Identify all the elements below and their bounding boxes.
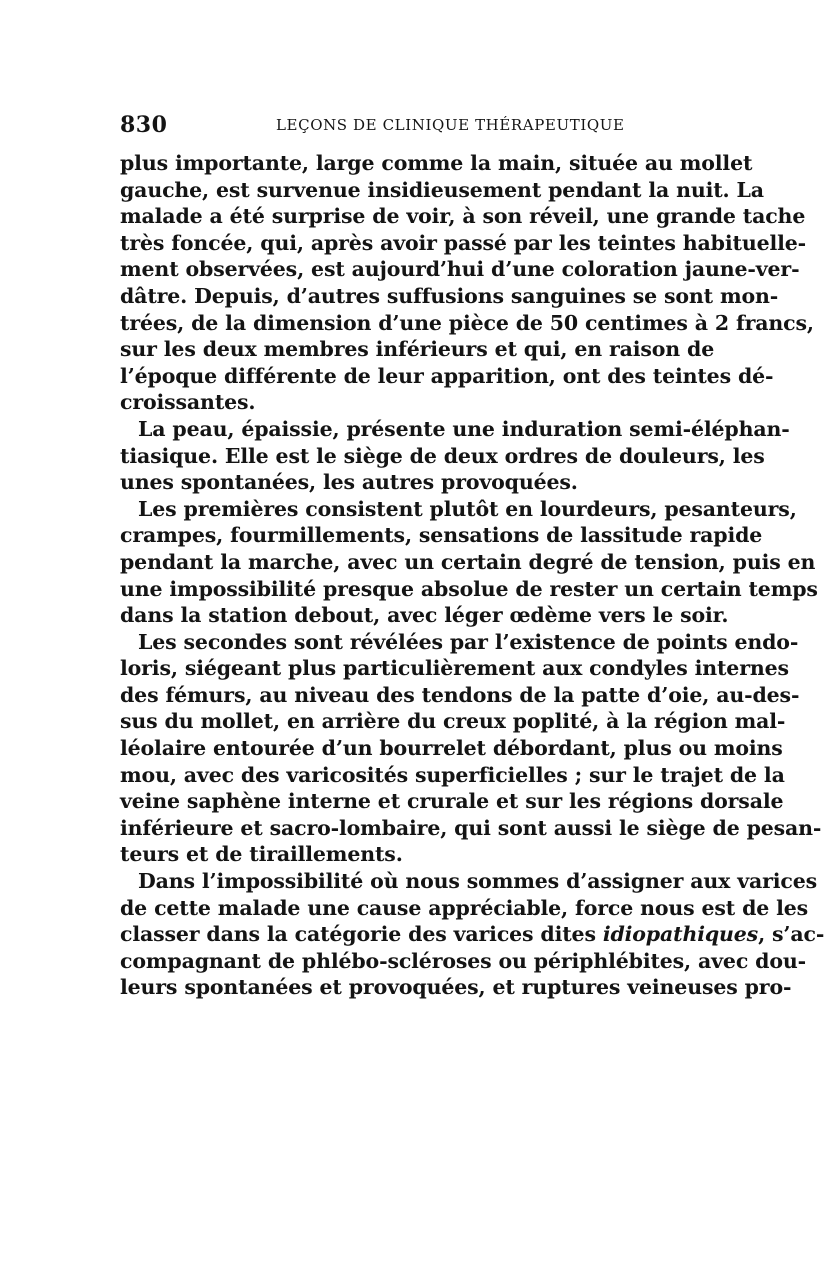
body-text (120, 150, 824, 1001)
text-line: l’époque différente de leur apparition, ont des teintes dé- (120, 363, 774, 388)
running-head (120, 112, 672, 140)
text-line: dâtre. Depuis, d’autres suffusions sanguines se sont mon- (120, 283, 779, 308)
text-line: plus importante, large comme la main, située au mollet (120, 151, 753, 175)
running-title: LEÇONS DE CLINIQUE THÉRAPEUTIQUE (276, 116, 625, 134)
text-line: léolaire entourée d’un bourrelet débordant, plus ou moins (120, 736, 783, 761)
text-line: sur les deux membres inférieurs et qui, en raison de (120, 337, 715, 362)
text-line: pendant la marche, avec un certain degré de tension, puis en (120, 549, 816, 574)
text-line: loris, siégeant plus particulièrement aux condyles internes (120, 656, 789, 681)
text-line: tiasique. Elle est le siège de deux ordres de douleurs, les (120, 443, 765, 468)
text-line: unes spontanées, les autres provoquées. (120, 470, 578, 495)
text-line: de cette malade une cause appréciable, force nous est de les (120, 895, 809, 920)
text-line: sus du mollet, en arrière du creux poplité, à la région mal- (120, 709, 786, 734)
text-line: ment observées, est aujourd’hui d’une coloration jaune-ver- (120, 257, 800, 282)
text-line: des fémurs, au niveau des tendons de la patte d’oie, au-des- (120, 682, 800, 707)
text-line: une impossibilité presque absolue de rester un certain temps (120, 576, 818, 601)
paragraph-start-line: Dans l’impossibilité où nous sommes d’assigner aux varices (138, 869, 818, 894)
text-line: inférieure et sacro-lombaire, qui sont aussi le siège de pesan- (120, 815, 822, 840)
text-line: gauche, est survenue insidieusement pendant la nuit. La (120, 177, 764, 202)
paragraph-start-line: La peau, épaissie, présente une induration semi-éléphan- (138, 416, 790, 441)
page-number: 830 (120, 112, 168, 138)
text-line: croissantes. (120, 390, 256, 415)
paragraph-start-line: Les premières consistent plutôt en lourdeurs, pesanteurs, (138, 496, 797, 521)
text-line: mou, avec des varicosités superficielles ; sur le trajet de la (120, 762, 785, 787)
text-line: dans la station debout, avec léger œdème vers le soir. (120, 603, 729, 628)
paragraph-start-line: Les secondes sont révélées par l’existence de points endo- (138, 629, 799, 654)
text-segment: classer dans la catégorie des varices dites (120, 922, 603, 947)
text-line: très foncée, qui, après avoir passé par les teintes habituelle- (120, 230, 806, 255)
text-line-with-italic (120, 921, 824, 948)
text-line: leurs spontanées et provoquées, et ruptures veineuses pro- (120, 975, 792, 1000)
text-line: compagnant de phlébo-scléroses ou périphlébites, avec dou- (120, 948, 806, 973)
italic-term: idiopathiques (602, 922, 759, 947)
text-line: malade a été surprise de voir, à son réveil, une grande tache (120, 204, 806, 229)
text-line: trées, de la dimension d’une pièce de 50 centimes à 2 francs, (120, 310, 814, 335)
text-segment: , s’ac- (758, 922, 824, 947)
text-line: teurs et de tiraillements. (120, 842, 403, 867)
text-line: veine saphène interne et crurale et sur les régions dorsale (120, 789, 784, 814)
text-line: crampes, fourmillements, sensations de lassitude rapide (120, 523, 763, 548)
